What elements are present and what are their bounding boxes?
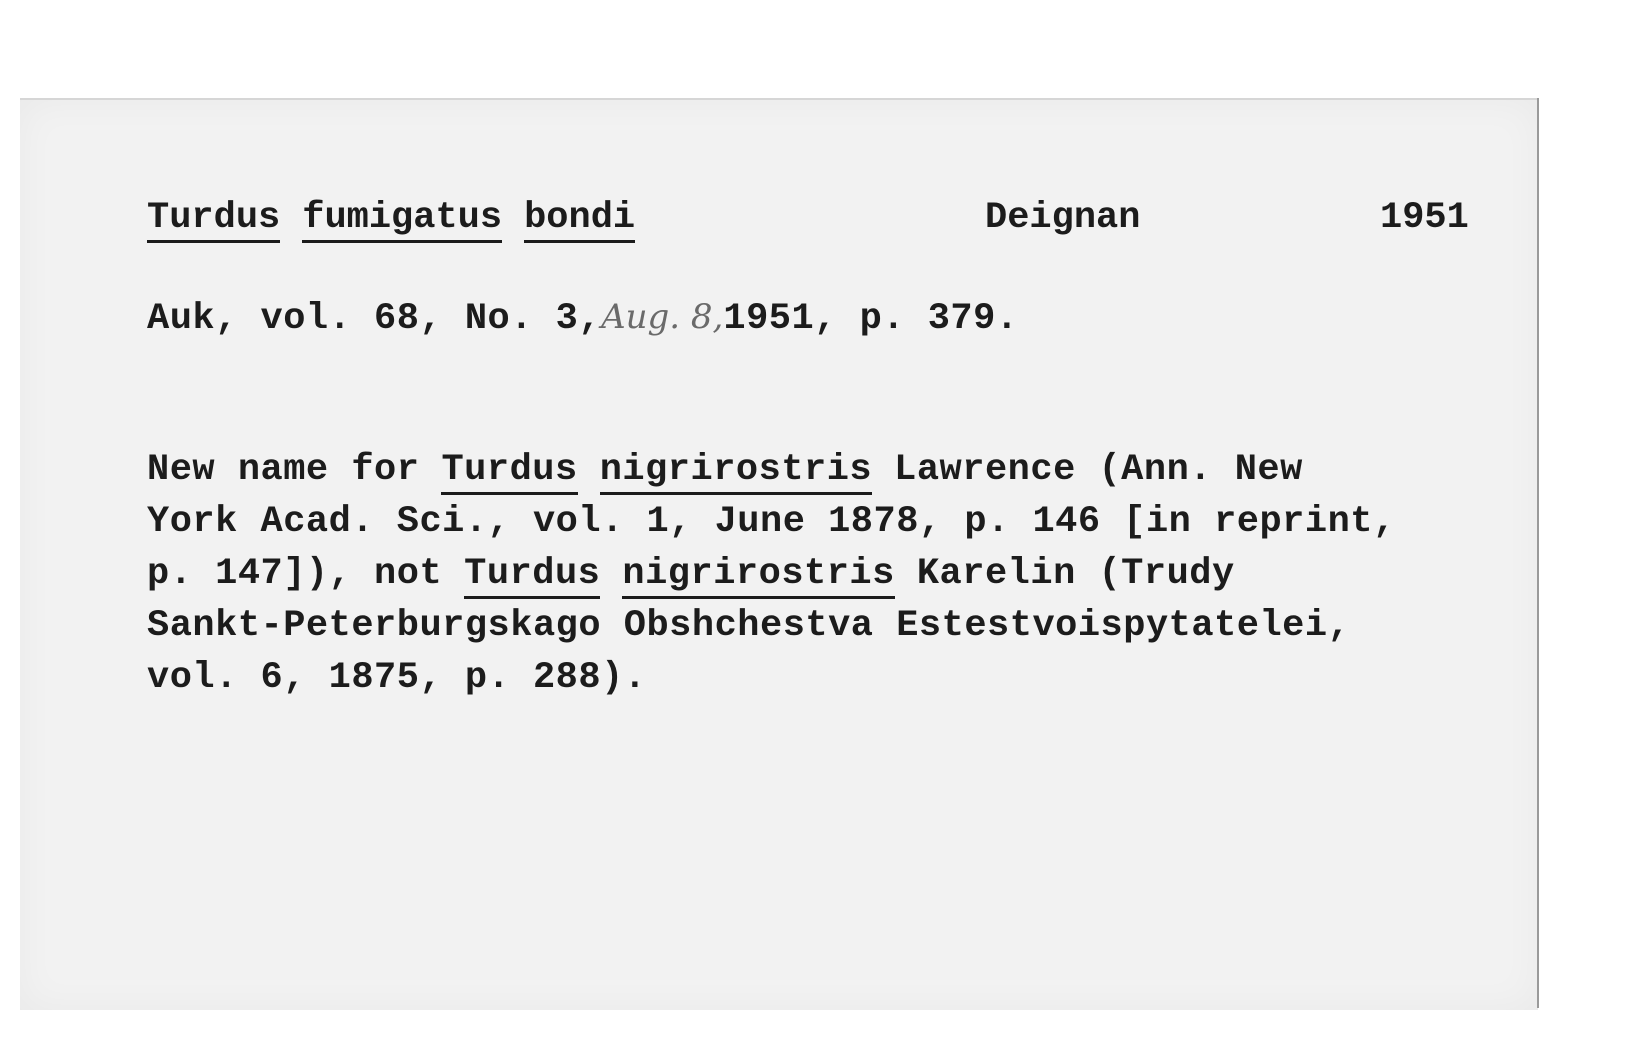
citation-prefix: Auk, vol. 68, No. 3,	[147, 298, 602, 340]
body-line-5: vol. 6, 1875, p. 288).	[147, 657, 647, 699]
body-text: p. 147]), not	[147, 553, 443, 595]
body-text: Karelin (Trudy	[916, 553, 1235, 595]
card-edge	[1537, 98, 1539, 1008]
taxon-name	[147, 197, 636, 239]
body-species: nigrirostris	[622, 553, 894, 599]
taxon-species: fumigatus	[302, 197, 502, 243]
body-line-4: Sankt-Peterburgskago Obshchestva Estestvoispytatelei,	[147, 605, 1351, 647]
body-genus: Turdus	[464, 553, 600, 599]
citation-suffix: 1951, p. 379.	[723, 298, 1019, 340]
body-line-1	[147, 449, 1303, 491]
taxon-genus: Turdus	[147, 197, 280, 243]
taxon-year: 1951	[1380, 197, 1469, 239]
body-text: Lawrence (Ann. New	[894, 449, 1303, 491]
body-species: nigrirostris	[600, 449, 872, 495]
taxon-author: Deignan	[985, 197, 1141, 239]
body-genus: Turdus	[441, 449, 577, 495]
body-line-2: York Acad. Sci., vol. 1, June 1878, p. 146 [in reprint,	[147, 501, 1396, 543]
citation-line	[147, 297, 1019, 340]
taxon-subspecies: bondi	[524, 197, 635, 243]
body-line-3	[147, 553, 1235, 595]
body-text: New name for	[147, 449, 420, 491]
handwritten-date: Aug. 8,	[601, 297, 724, 337]
